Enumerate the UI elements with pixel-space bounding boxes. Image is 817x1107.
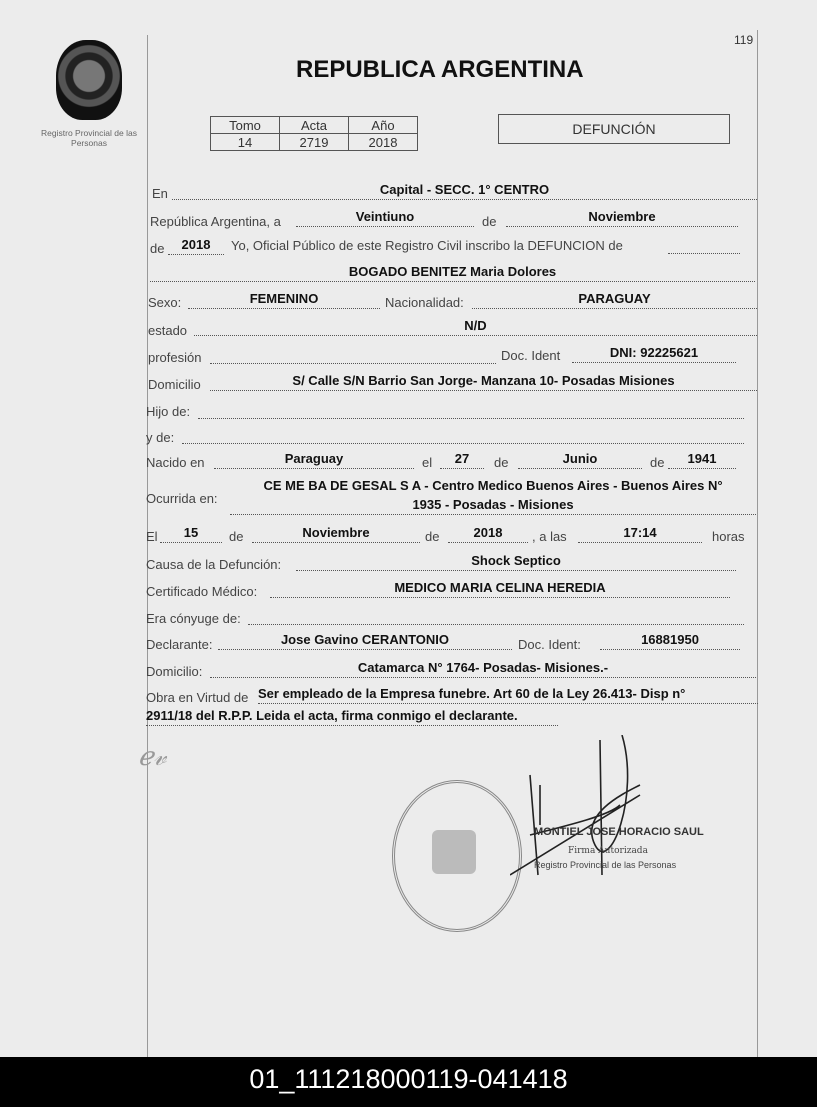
label-nacido-en: Nacido en [146,455,205,470]
signatory-role: Firma Autorizada [568,846,648,856]
label-domicilio: Domicilio: [146,664,203,679]
label-sexo: Sexo: [148,295,182,310]
label-de: de [229,529,244,544]
declarant-address-value: Catamarca N° 1764- Posadas- Misiones.- [210,660,756,678]
profession-field [210,348,496,364]
declarant-doc-value: 16881950 [600,632,740,650]
label-causa: Causa de la Defunción: [146,557,282,572]
death-time: 17:14 [578,525,702,543]
margin-line [147,35,148,1057]
death-place-line2: 1935 - Posadas - Misiones [230,497,756,515]
signatory-name: MONTIEL JOSE HORACIO SAUL [534,826,704,838]
label-de: de [494,455,509,470]
header-tomo: Tomo [211,117,280,134]
oficial-text: Yo, Oficial Público de este Registro Civil inscribo la DEFUNCION de [231,238,623,253]
label-y-de: y de: [146,430,175,445]
label-en: En [152,186,168,201]
death-day: 15 [160,525,222,543]
label-nacionalidad: Nacionalidad: [385,295,464,310]
label-ocurrida-en: Ocurrida en: [146,491,218,506]
document-value: DNI: 92225621 [572,345,736,363]
label-el: El [146,529,158,544]
month-value: Noviembre [506,209,738,227]
header-acta: Acta [280,117,349,134]
footer-file-id: 01_111218000119-041418 [0,1057,817,1107]
label-de: de [650,455,665,470]
label-horas: horas [712,529,745,544]
province-seal-logo [56,40,122,120]
registry-label: Registro Provincial de las Personas [41,128,137,148]
stamp-emblem [432,830,476,874]
marital-status-value: N/D [194,318,757,336]
legal-basis-line1: Ser empleado de la Empresa funebre. Art 60 de la Ley 26.413- Disp n° [258,686,758,704]
label-domicilio: Domicilio [148,377,201,392]
label-el: el [422,455,433,470]
label-doc-ident: Doc. Ident [501,348,561,363]
label-doc-ident: Doc. Ident: [518,637,581,652]
death-month: Noviembre [252,525,420,543]
label-estado: estado [148,323,188,338]
label-de: de [150,241,165,256]
blank-field [668,238,740,254]
death-year: 2018 [448,525,528,543]
label-republica: República Argentina, a [150,214,281,229]
spouse-field [248,609,744,625]
death-place-line1: CE ME BA DE GESAL S A - Centro Medico Buenos Aires - Buenos Aires N° [263,478,723,493]
record-table [210,116,418,151]
label-de: de [425,529,440,544]
deceased-name: BOGADO BENITEZ Maria Dolores [150,264,755,282]
birth-year: 1941 [668,451,736,469]
birth-month: Junio [518,451,642,469]
father-field [198,403,744,419]
label-declarante: Declarante: [146,637,213,652]
page-title: REPUBLICA ARGENTINA [296,56,584,83]
page-number: 119 [734,33,754,47]
acta-value: 2719 [280,134,349,151]
certificate-value: MEDICO MARIA CELINA HEREDIA [270,580,730,598]
label-profesion: profesión [148,350,202,365]
mother-field [182,428,744,444]
document-type: DEFUNCIÓN [498,114,730,144]
birth-day: 27 [440,451,484,469]
cause-value: Shock Septico [296,553,736,571]
address-value: S/ Calle S/N Barrio San Jorge- Manzana 10- Posadas Misiones [210,373,757,391]
sex-value: FEMENINO [188,291,380,309]
label-de: de [482,214,497,229]
year-value: 2018 [168,237,224,255]
margin-line-right [757,30,758,1057]
label-certificado: Certificado Médico: [146,584,258,599]
label-hijo-de: Hijo de: [146,404,191,419]
signatory-org: Registro Provincial de las Personas [534,860,677,870]
day-words: Veintiuno [296,209,474,227]
birthplace-value: Paraguay [214,451,414,469]
label-a-las: , a las [532,529,567,544]
tomo-value: 14 [211,134,280,151]
declarant-value: Jose Gavino CERANTONIO [218,632,512,650]
legal-basis-line2: 2911/18 del R.P.P. Leida el acta, firma conmigo el declarante. [146,708,558,726]
initials-mark: ℯ𝓋 [138,742,167,772]
nationality-value: PARAGUAY [472,291,757,309]
label-conyuge: Era cónyuge de: [146,611,241,626]
ano-value: 2018 [349,134,418,151]
place-value: Capital - SECC. 1° CENTRO [172,182,757,200]
label-obra: Obra en Virtud de [146,690,249,705]
header-ano: Año [349,117,418,134]
